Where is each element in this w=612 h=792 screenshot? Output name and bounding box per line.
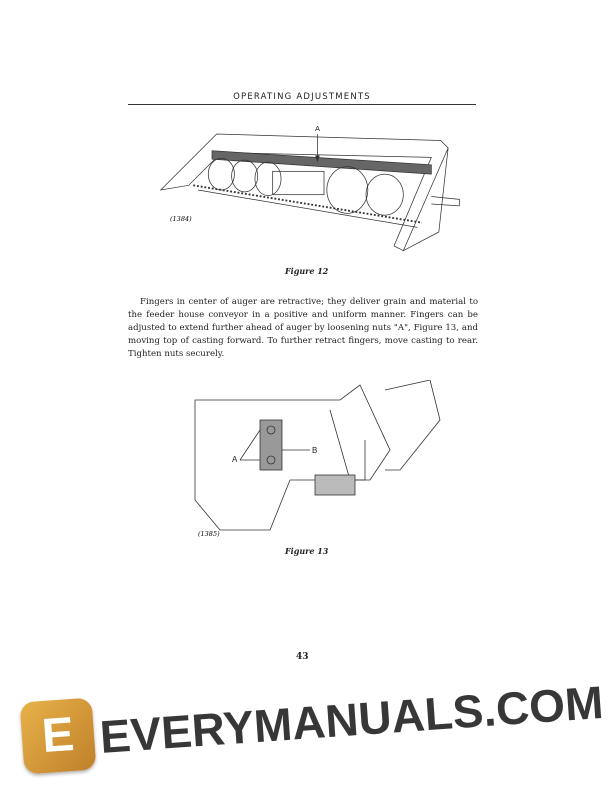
figure-13-illustration [190,380,450,540]
figure-12-illustration [140,120,480,260]
figure-13-label-b: B [312,446,318,455]
watermark-text: EVERYMANUALS.COM [98,675,605,763]
figure-12-caption: Figure 12 [285,266,329,276]
figure-13-caption: Figure 13 [285,546,329,556]
figure-12-ref: (1384) [170,214,192,223]
figure-13-label-a: A [232,455,238,464]
watermark-logo-letter: E [40,707,76,764]
body-text [128,296,478,361]
figure-13-ref: (1385) [198,530,220,538]
section-header: OPERATING ADJUSTMENTS [233,92,371,102]
figure-12-label-a: A [314,124,320,134]
paragraph: Fingers in center of auger are retractive; they deliver grain and material to the feeder house conveyor in a positive and uniform manner. Fingers can be adjusted to extend further ahead of auger by loosening nuts "A", Figure 13, and moving top of casting forward. To further retract fingers, move casting to rear. Tighten nuts securely. [128,297,478,359]
header-rule [128,104,476,105]
watermark-logo-icon [20,698,97,775]
page-number: 43 [296,652,309,662]
